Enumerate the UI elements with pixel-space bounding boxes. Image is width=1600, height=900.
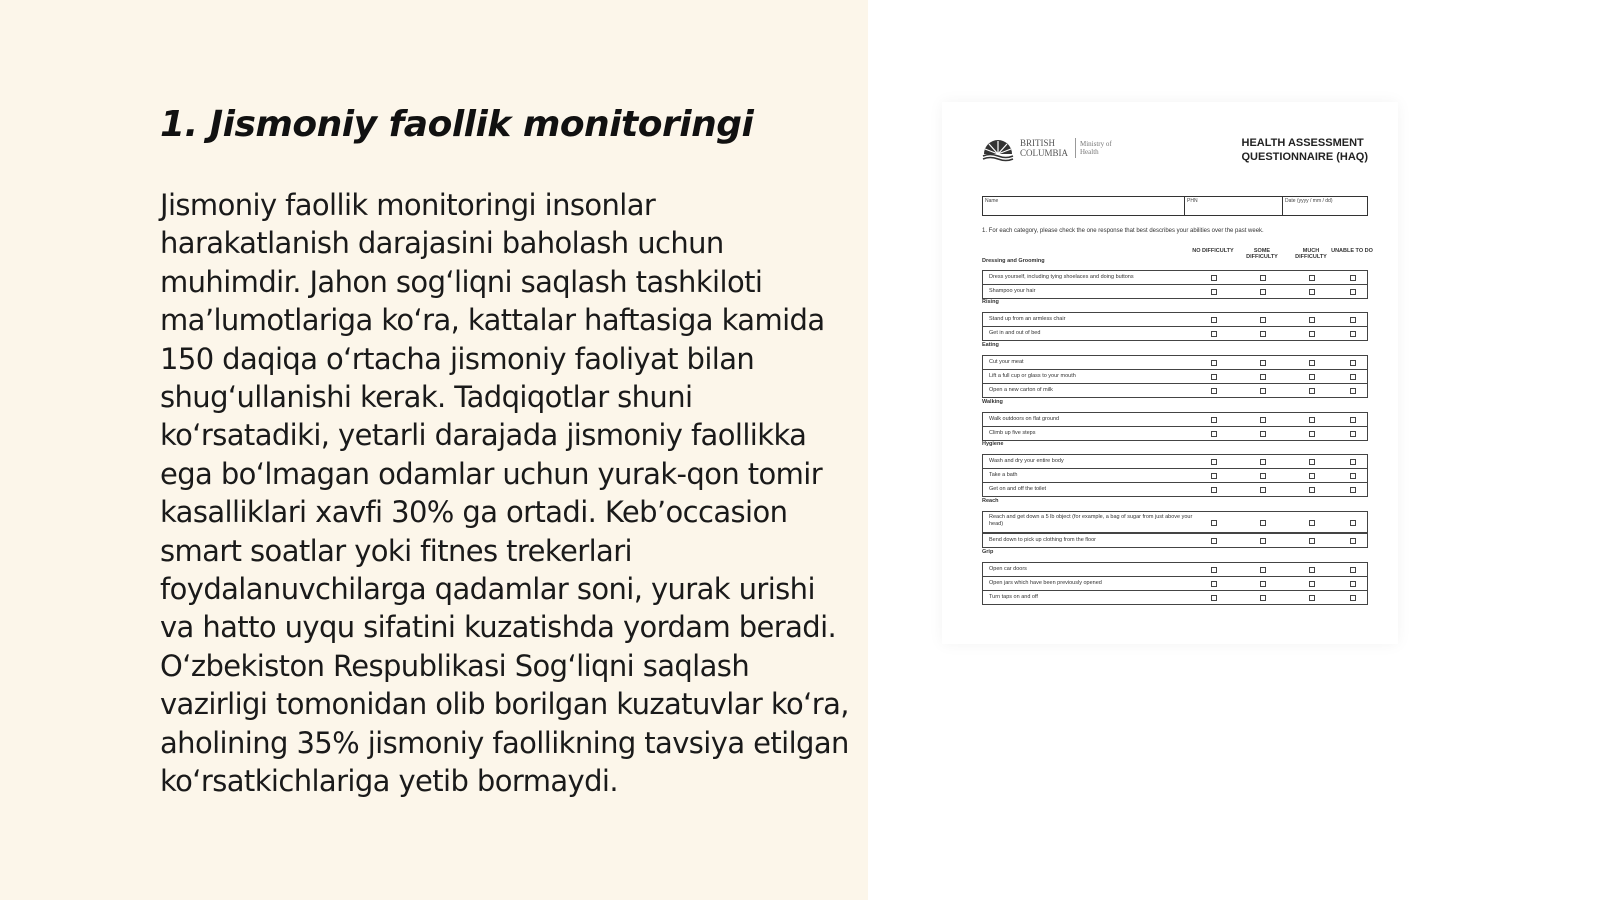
checkbox-icon [1350,487,1356,493]
question-text: Dress yourself, including tying shoelaces and doing buttons [989,274,1134,280]
question-row [982,284,1368,299]
category-label: Rising [982,299,999,305]
checkbox-icon [1350,360,1356,366]
category-label: Grip [982,549,994,555]
checkbox-icon [1309,431,1315,437]
haq-form-image [942,102,1398,644]
checkbox-icon [1309,520,1315,526]
checkbox-icon [1309,459,1315,465]
checkbox-icon [1260,388,1266,394]
checkbox-icon [1350,331,1356,337]
form-instruction: 1. For each category, please check the one response that best describes your abilities over the past week. [982,228,1264,234]
question-text: Turn taps on and off [989,594,1038,600]
question-row [982,454,1368,469]
question-text: Shampoo your hair [989,288,1036,294]
column-header: NO DIFFICULTY [1192,248,1234,254]
checkbox-icon [1350,459,1356,465]
checkbox-icon [1211,581,1217,587]
checkbox-icon [1350,275,1356,281]
checkbox-icon [1260,581,1266,587]
question-row [982,326,1368,341]
checkbox-icon [1260,473,1266,479]
checkbox-icon [1211,473,1217,479]
checkbox-icon [1211,388,1217,394]
form-title: HEALTH ASSESSMENT QUESTIONNAIRE (HAQ) [1241,137,1368,163]
checkbox-icon [1260,317,1266,323]
checkbox-icon [1211,595,1217,601]
checkbox-icon [1309,275,1315,281]
question-text: Climb up five steps [989,430,1036,436]
checkbox-icon [1350,567,1356,573]
question-row [982,590,1368,605]
question-text: Reach and get down a 5 lb object (for example, a bag of sugar from just above your head) [989,514,1193,527]
checkbox-icon [1350,289,1356,295]
checkbox-icon [1350,520,1356,526]
checkbox-icon [1260,374,1266,380]
checkbox-icon [1260,275,1266,281]
checkbox-icon [1309,595,1315,601]
checkbox-icon [1260,360,1266,366]
logo-text: BRITISH COLUMBIA [1020,138,1069,158]
patient-fields [982,196,1368,216]
question-text: Get in and out of bed [989,330,1041,336]
question-text: Stand up from an armless chair [989,316,1066,322]
column-header: SOME DIFFICULTY [1246,248,1278,260]
checkbox-icon [1309,317,1315,323]
question-row [982,576,1368,591]
checkbox-icon [1260,417,1266,423]
checkbox-icon [1211,331,1217,337]
question-row [982,426,1368,441]
checkbox-icon [1309,567,1315,573]
checkbox-icon [1350,317,1356,323]
question-text: Lift a full cup or glass to your mouth [989,373,1076,379]
question-text: Get on and off the toilet [989,486,1047,492]
logo-divider [1075,138,1076,158]
question-row [982,355,1368,370]
name-field: Name [983,197,1185,215]
category-label: Walking [982,399,1003,405]
question-text: Wash and dry your entire body [989,458,1064,464]
checkbox-icon [1260,459,1266,465]
checkbox-icon [1350,374,1356,380]
question-row [982,562,1368,577]
bc-logo-icon [982,136,1014,162]
column-header: MUCH DIFFICULTY [1295,248,1327,260]
slide-title: 1. Jismoniy faollik monitoringi [160,104,754,145]
checkbox-icon [1309,538,1315,544]
checkbox-icon [1211,374,1217,380]
question-text: Open car doors [989,566,1027,572]
slide-body-text: Jismoniy faollik monitoringi insonlar harakatlanish darajasini baholash uchun muhimdir. Jahon sog‘liqni saqlash tashkiloti ma’lumotlariga ko‘ra, kattalar haftasiga kamida 150 daqiqa o‘rtacha jismoniy faoliyat bilan shug‘ullanishi kerak. Tadqiqotlar shuni ko‘rsatadiki, yetarli darajada jismoniy faollikka ega bo‘lmagan odamlar uchun yurak-qon tomir kasalliklari xavfi 30% ga ortadi. Keb’occasion smart soatlar yoki fitnes trekerlari foydalanuvchilarga qadamlar soni, yurak urishi va hatto uyqu sifatini kuzatishda yordam beradi. O‘zbekiston Respublikasi Sog‘liqni saqlash vazirligi tomonidan olib borilgan kuzatuvlar ko‘ra, aholining 35% jismoniy faollikning tavsiya etilgan ko‘rsatkichlariga yetib bormaydi. [160,188,849,799]
checkbox-icon [1350,581,1356,587]
question-row [982,482,1368,497]
checkbox-icon [1211,538,1217,544]
question-text: Cut your meat [989,359,1024,365]
checkbox-icon [1350,431,1356,437]
checkbox-icon [1350,473,1356,479]
question-row [982,369,1368,384]
category-label: Hygiene [982,441,1004,447]
question-row [982,270,1368,285]
checkbox-icon [1260,595,1266,601]
checkbox-icon [1211,431,1217,437]
phn-field: PHN [1185,197,1283,215]
date-field: Date (yyyy / mm / dd) [1285,198,1333,204]
checkbox-icon [1260,520,1266,526]
checkbox-icon [1211,520,1217,526]
checkbox-icon [1309,388,1315,394]
checkbox-icon [1260,431,1266,437]
question-text: Take a bath [989,472,1018,478]
checkbox-icon [1260,487,1266,493]
checkbox-icon [1260,331,1266,337]
checkbox-icon [1309,417,1315,423]
checkbox-icon [1260,567,1266,573]
ministry-text: Ministry of Health [1080,140,1112,156]
checkbox-icon [1309,360,1315,366]
checkbox-icon [1211,289,1217,295]
checkbox-icon [1309,289,1315,295]
checkbox-icon [1309,331,1315,337]
checkbox-icon [1211,567,1217,573]
checkbox-icon [1309,374,1315,380]
checkbox-icon [1260,538,1266,544]
checkbox-icon [1309,473,1315,479]
question-row [982,511,1368,533]
checkbox-icon [1211,275,1217,281]
question-row [982,468,1368,483]
checkbox-icon [1211,317,1217,323]
checkbox-icon [1211,459,1217,465]
question-text: Bend down to pick up clothing from the floor [989,537,1097,543]
checkbox-icon [1350,388,1356,394]
checkbox-icon [1350,595,1356,601]
checkbox-icon [1211,487,1217,493]
column-header: UNABLE TO DO [1331,248,1373,254]
checkbox-icon [1260,289,1266,295]
checkbox-icon [1350,417,1356,423]
category-label: Dressing and Grooming [982,258,1045,264]
question-row [982,383,1368,398]
checkbox-icon [1211,417,1217,423]
question-text: Open a new carton of milk [989,387,1053,393]
checkbox-icon [1211,360,1217,366]
question-row [982,412,1368,427]
question-text: Open jars which have been previously opened [989,580,1102,586]
question-row [982,533,1368,548]
category-label: Eating [982,342,999,348]
checkbox-icon [1350,538,1356,544]
checkbox-icon [1309,581,1315,587]
category-label: Reach [982,498,999,504]
question-row [982,312,1368,327]
question-text: Walk outdoors on flat ground [989,416,1060,422]
checkbox-icon [1309,487,1315,493]
